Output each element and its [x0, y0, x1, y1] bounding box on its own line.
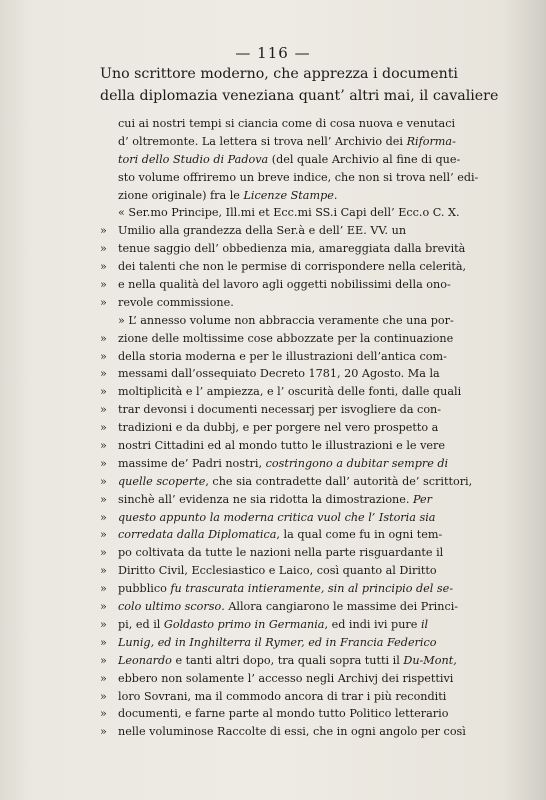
line-text: [118, 544, 500, 562]
quote-guillemet: »: [100, 403, 107, 417]
text-segment: ebbero non solamente l’ accesso negli Archivj dei rispettivi: [118, 671, 454, 685]
line-text: [118, 312, 500, 330]
text-line: [100, 151, 500, 169]
text-line: [100, 491, 500, 509]
text-segment: . Allora cangiarono le massime dei Princi-: [221, 600, 459, 614]
text-line: [100, 616, 500, 634]
text-segment: tenue saggio dell’ obbedienza mia, amareggiata dalla brevità: [118, 242, 466, 256]
text-line: [100, 598, 500, 616]
line-text: [118, 365, 500, 383]
line-text: [118, 204, 500, 222]
quote-guillemet: »: [100, 456, 107, 470]
quote-guillemet: »: [100, 600, 107, 614]
text-segment: sto volume offriremo un breve indice, che non si trova nell’ edi-: [118, 170, 479, 184]
quote-guillemet: »: [100, 653, 107, 667]
text-line: [100, 115, 500, 133]
line-text: [118, 688, 500, 706]
text-segment: po coltivata da tutte le nazioni nella parte risguardante il: [118, 546, 444, 560]
quote-guillemet: [100, 312, 118, 330]
text-segment: Diritto Civil, Ecclesiastico e Laico, così quanto al Diritto: [118, 564, 437, 578]
page-number: — 116 —: [235, 44, 311, 62]
italic-segment: Du-Mont,: [403, 653, 457, 667]
intro-line-2: della diplomazia veneziana quant’ altri mai, il cavaliere: [100, 88, 499, 104]
quote-guillemet: »: [100, 492, 107, 506]
line-text: [118, 222, 500, 240]
line-text: [118, 348, 500, 366]
line-text: [118, 634, 500, 652]
quote-guillemet: »: [100, 707, 107, 721]
text-line: [100, 312, 500, 330]
text-line: [100, 365, 500, 383]
text-line: [100, 562, 500, 580]
italic-segment: Lunig, ed in Inghilterra il Rymer, ed in Francia Federico: [118, 635, 437, 649]
italic-segment: quelle scoperte: [118, 474, 206, 488]
text-segment: e nella qualità del lavoro agli oggetti nobilissimi della ono-: [118, 278, 451, 292]
text-line: [100, 455, 500, 473]
text-line: [100, 401, 500, 419]
quote-guillemet: »: [100, 528, 107, 542]
line-text: [118, 330, 500, 348]
text-segment: , la qual come fu in ogni tem-: [276, 528, 443, 542]
quote-guillemet: »: [100, 331, 107, 345]
text-segment: dei talenti che non le permise di corrispondere nella celerità,: [118, 260, 467, 274]
line-text: [118, 705, 500, 723]
text-line: [100, 169, 500, 187]
text-line: [100, 383, 500, 401]
italic-segment: il: [420, 617, 429, 631]
text-line: [100, 544, 500, 562]
line-text: [118, 526, 500, 544]
line-text: [118, 133, 500, 151]
line-text: [118, 258, 500, 276]
line-text: [118, 455, 500, 473]
text-line: [100, 204, 500, 222]
quote-guillemet: [100, 151, 118, 169]
italic-segment: colo ultimo scorso: [118, 600, 222, 614]
quote-guillemet: »: [100, 349, 107, 363]
quote-guillemet: [100, 133, 118, 151]
line-text: [118, 401, 500, 419]
italic-segment: Per: [413, 492, 432, 506]
body-text: [100, 115, 500, 741]
italic-segment: questo appunto la moderna critica vuol che l’ Istoria sia: [118, 510, 436, 524]
text-segment: e tanti altri dopo, tra quali sopra tutti il: [171, 653, 404, 667]
line-text: [118, 383, 500, 401]
text-segment: tradizioni e da dubbj, e per porgere nel vero prospetto a: [118, 421, 439, 435]
text-line: [100, 222, 500, 240]
text-segment: » L’ annesso volume non abbraccia veramente che una por-: [118, 313, 454, 327]
line-text: [118, 187, 500, 205]
italic-segment: Riforma-: [406, 134, 456, 148]
line-text: [118, 598, 500, 616]
quote-guillemet: »: [100, 367, 107, 381]
quote-guillemet: »: [100, 725, 107, 739]
text-line: [100, 419, 500, 437]
text-line: [100, 187, 500, 205]
line-text: [118, 723, 500, 741]
text-line: [100, 258, 500, 276]
text-line: [100, 473, 500, 491]
quote-guillemet: »: [100, 546, 107, 560]
quote-guillemet: »: [100, 635, 107, 649]
text-segment: , che sia contradette dall’ autorità de’ scrittori,: [205, 474, 473, 488]
text-segment: messami dall’ossequiato Decreto 1781, 20 Agosto. Ma la: [118, 367, 440, 381]
quote-guillemet: »: [100, 295, 107, 309]
text-line: [100, 688, 500, 706]
line-text: [118, 437, 500, 455]
line-text: [118, 509, 500, 527]
quote-guillemet: »: [100, 474, 107, 488]
line-text: [118, 580, 500, 598]
text-line: [100, 133, 500, 151]
text-segment: trar devonsi i documenti necessarj per isvogliere da con-: [118, 403, 442, 417]
text-segment: pi, ed il: [118, 617, 164, 631]
line-text: [118, 115, 500, 133]
italic-segment: fu trascurata intieramente, sin al principio del se-: [170, 582, 454, 596]
line-text: [118, 652, 500, 670]
line-text: [118, 240, 500, 258]
text-line: [100, 294, 500, 312]
quote-guillemet: »: [100, 689, 107, 703]
text-segment: revole commissione.: [118, 295, 234, 309]
text-segment: « Ser.mo Principe, Ill.mi et Ecc.mi SS.i Capi dell’ Ecc.o C. X.: [118, 206, 460, 220]
quote-guillemet: [100, 169, 118, 187]
quote-guillemet: »: [100, 224, 107, 238]
line-text: [118, 473, 500, 491]
line-text: [118, 169, 500, 187]
text-segment: Umilio alla grandezza della Ser.à e dell’ EE. VV. un: [118, 224, 407, 238]
line-text: [118, 294, 500, 312]
text-line: [100, 652, 500, 670]
quote-guillemet: »: [100, 671, 107, 685]
text-segment: della storia moderna e per le illustrazioni dell’antica com-: [118, 349, 447, 363]
quote-guillemet: [100, 187, 118, 205]
text-segment: moltiplicità e l’ ampiezza, e l’ oscurità delle fonti, dalle quali: [118, 385, 462, 399]
text-line: [100, 526, 500, 544]
text-line: [100, 330, 500, 348]
text-segment: d’ oltremonte. La lettera si trova nell’ Archivio dei: [118, 134, 407, 148]
quote-guillemet: »: [100, 617, 107, 631]
italic-segment: Licenze Stampe: [243, 188, 334, 202]
line-text: [118, 491, 500, 509]
text-segment: zione delle moltissime cose abbozzate per la continuazione: [118, 331, 454, 345]
italic-segment: Leonardo: [118, 653, 172, 667]
text-line: [100, 509, 500, 527]
text-line: [100, 723, 500, 741]
text-segment: (del quale Archivio al fine di que-: [268, 152, 461, 166]
text-line: [100, 276, 500, 294]
text-segment: nostri Cittadini ed al mondo tutto le illustrazioni e le vere: [118, 439, 446, 453]
italic-segment: tori dello Studio di Padova: [118, 152, 269, 166]
text-line: [100, 240, 500, 258]
text-segment: zione originale) fra le: [118, 188, 244, 202]
quote-guillemet: »: [100, 260, 107, 274]
text-segment: sinchè all’ evidenza ne sia ridotta la dimostrazione.: [118, 492, 413, 506]
line-text: [118, 419, 500, 437]
text-segment: cui ai nostri tempi si ciancia come di cosa nuova e venutaci: [118, 117, 456, 130]
quote-guillemet: »: [100, 242, 107, 256]
italic-segment: costringono a dubitar sempre di: [265, 456, 449, 470]
text-line: [100, 348, 500, 366]
text-line: [100, 437, 500, 455]
text-segment: pubblico: [118, 582, 171, 596]
line-text: [118, 276, 500, 294]
text-line: [100, 634, 500, 652]
text-line: [100, 580, 500, 598]
line-text: [118, 151, 500, 169]
text-segment: massime de’ Padri nostri,: [118, 456, 266, 470]
italic-segment: corredata dalla Diplomatica: [118, 528, 277, 542]
quote-guillemet: »: [100, 439, 107, 453]
italic-segment: Goldasto primo in Germania: [163, 617, 325, 631]
line-text: [118, 670, 500, 688]
text-segment: , ed indi ivi pure: [324, 617, 421, 631]
text-segment: documenti, e farne parte al mondo tutto Politico letterario: [118, 707, 449, 721]
quote-guillemet: »: [100, 385, 107, 399]
intro-line-1: Uno scrittore moderno, che apprezza i documenti: [100, 66, 458, 82]
quote-guillemet: [100, 115, 118, 133]
quote-guillemet: »: [100, 582, 107, 596]
line-text: [118, 616, 500, 634]
text-segment: .: [333, 188, 338, 202]
quote-guillemet: »: [100, 510, 107, 524]
text-segment: loro Sovrani, ma il commodo ancora di trar i più reconditi: [118, 689, 447, 703]
quote-guillemet: [100, 204, 118, 222]
quote-guillemet: »: [100, 278, 107, 292]
quote-guillemet: »: [100, 564, 107, 578]
text-line: [100, 670, 500, 688]
quote-guillemet: »: [100, 421, 107, 435]
text-line: [100, 705, 500, 723]
line-text: [118, 562, 500, 580]
text-segment: nelle voluminose Raccolte di essi, che in ogni angolo per così: [118, 725, 466, 739]
